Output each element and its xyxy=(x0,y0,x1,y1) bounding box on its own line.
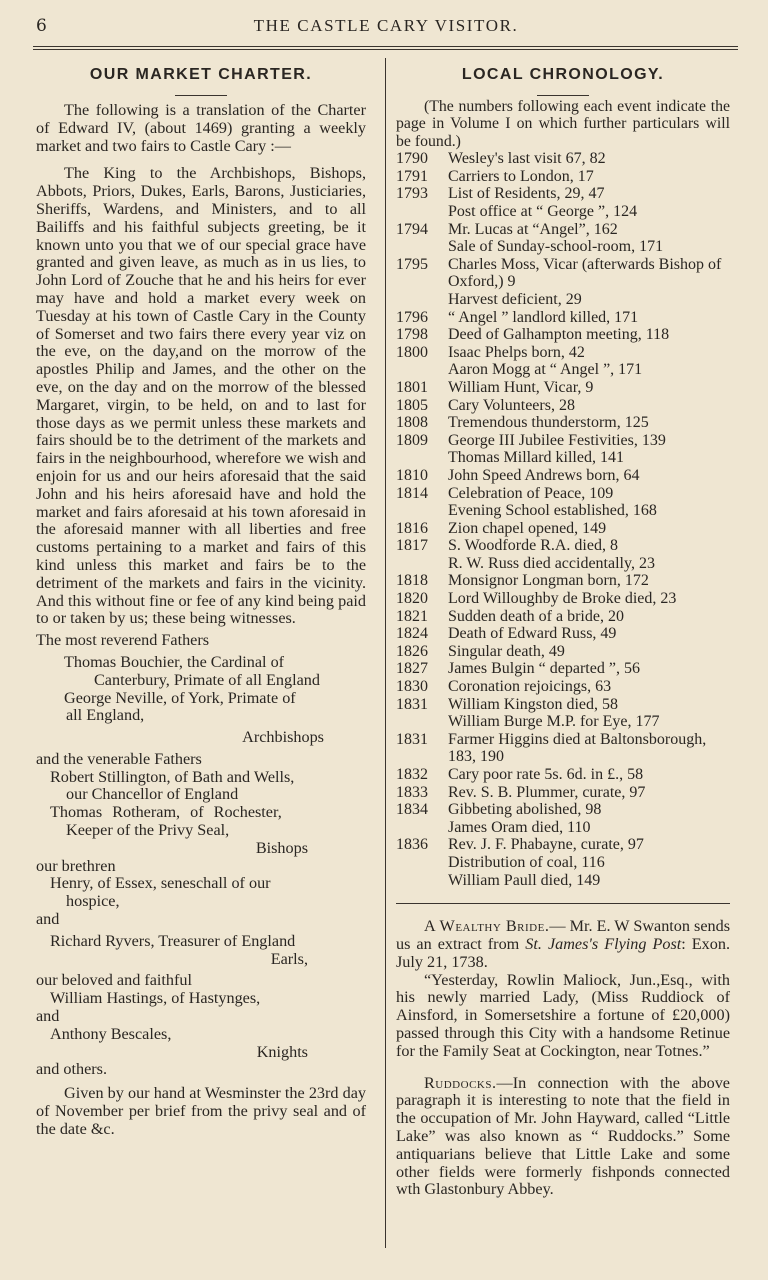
chronology-row xyxy=(396,238,730,256)
chronology-year: 1800 xyxy=(396,343,428,361)
chronology-row xyxy=(396,801,730,819)
chronology-year: 1795 xyxy=(396,255,428,273)
chronology-event: William Hunt, Vicar, 9 xyxy=(448,378,594,396)
chronology-row xyxy=(396,361,730,379)
chronology-event: Distribution of coal, 116 xyxy=(448,853,605,871)
witness-line: hospice, xyxy=(66,892,120,911)
chronology-year: 1801 xyxy=(396,378,428,396)
note-text: : Exon. July 21, 1738. xyxy=(396,934,730,971)
chronology-row xyxy=(396,784,730,802)
chronology-event: Coronation rejoicings, 63 xyxy=(448,678,612,696)
chronology-event: George III Jubilee Festivities, 139 xyxy=(448,431,666,449)
column-divider xyxy=(385,58,386,1248)
local-chronology-article xyxy=(396,62,730,1199)
chronology-row xyxy=(396,185,730,203)
page-number: 6 xyxy=(36,16,47,36)
chronology-year: 1824 xyxy=(396,625,428,643)
section-divider xyxy=(396,903,730,904)
chronology-event: Cary Volunteers, 28 xyxy=(448,396,575,414)
chronology-year: 1809 xyxy=(396,431,428,449)
witness-line: Anthony Bescales, xyxy=(50,1024,172,1043)
chronology-year: 1826 xyxy=(396,642,428,660)
witness-line: Robert Stillington, of Bath and Wells, xyxy=(50,767,295,786)
chronology-row xyxy=(396,291,730,309)
chronology-event: Lord Willoughby de Broke died, 23 xyxy=(448,590,677,608)
chronology-event: Sudden death of a bride, 20 xyxy=(448,607,624,625)
chronology-year: 1836 xyxy=(396,836,428,854)
chronology-row xyxy=(396,590,730,608)
chronology-event: Harvest deficient, 29 xyxy=(448,290,582,308)
chronology-year xyxy=(396,819,448,837)
chronology-row xyxy=(396,713,730,731)
witness-line: Thomas Rotheram, of Rochester, xyxy=(50,803,282,822)
chronology-year: 1834 xyxy=(396,801,428,819)
chronology-year: 1820 xyxy=(396,590,428,608)
chronology-row xyxy=(396,731,730,766)
chronology-year: 1793 xyxy=(396,185,428,203)
chronology-row xyxy=(396,256,730,291)
chronology-row xyxy=(396,150,730,168)
header-rule-double xyxy=(33,49,738,50)
chronology-event: William Burge M.P. for Eye, 177 xyxy=(448,713,660,731)
witness-closing: and others. xyxy=(36,1060,108,1079)
title-rule xyxy=(175,95,227,96)
chronology-row xyxy=(396,537,730,555)
conjunction: and xyxy=(36,1007,60,1026)
witness-group: our beloved and faithful xyxy=(36,971,192,990)
chronology-year xyxy=(396,361,448,379)
chronology-year: 1791 xyxy=(396,167,428,185)
chronology-year: 1790 xyxy=(396,150,428,168)
chronology-row xyxy=(396,168,730,186)
chronology-row xyxy=(396,309,730,327)
chronology-row xyxy=(396,432,730,450)
chronology-year: 1821 xyxy=(396,607,428,625)
chronology-event: Tremendous thunderstorm, 125 xyxy=(448,414,649,432)
market-charter-article xyxy=(36,62,366,1139)
chronology-event: Cary poor rate 5s. 6d. in £., 58 xyxy=(448,766,644,783)
chronology-row xyxy=(396,872,730,890)
chronology-event: Mr. Lucas at “Angel”, 162 xyxy=(448,220,618,238)
chronology-year: 1831 xyxy=(396,730,428,748)
witness-line: Henry, of Essex, seneschall of our xyxy=(50,874,271,893)
chronology-event: James Oram died, 110 xyxy=(448,818,591,836)
chronology-row xyxy=(396,414,730,432)
note-heading: Ruddocks. xyxy=(424,1073,497,1092)
witness-line: Keeper of the Privy Seal, xyxy=(66,821,230,840)
chronology-year xyxy=(396,449,448,467)
chronology-row xyxy=(396,643,730,661)
witness-line: all England, xyxy=(66,706,145,725)
chronology-event: Thomas Millard killed, 141 xyxy=(448,449,624,467)
chronology-row xyxy=(396,467,730,485)
closing-paragraph: Given by our hand at Wesminster the 23rd day of November per brief from the privy seal and of the date &c. xyxy=(36,1084,366,1138)
chronology-row xyxy=(396,572,730,590)
chronology-row xyxy=(396,221,730,239)
chronology-event: “ Angel ” landlord killed, 171 xyxy=(448,308,639,326)
chronology-event: Sale of Sunday-school-room, 171 xyxy=(448,238,664,256)
chronology-event: Celebration of Peace, 109 xyxy=(448,484,614,502)
chronology-row xyxy=(396,449,730,467)
conjunction: and xyxy=(36,910,60,929)
chronology-year: 1827 xyxy=(396,660,428,678)
chronology-row xyxy=(396,766,730,784)
chronology-event: List of Residents, 29, 47 xyxy=(448,185,605,203)
chronology-year xyxy=(396,238,448,256)
page-header xyxy=(36,16,736,42)
witness-group: and the venerable Fathers xyxy=(36,749,202,768)
witness-rank: Knights xyxy=(256,1042,308,1061)
chronology-event: Post office at “ George ”, 124 xyxy=(448,203,638,220)
chronology-row xyxy=(396,379,730,397)
chronology-event: Zion chapel opened, 149 xyxy=(448,519,607,537)
wealthy-bride-note xyxy=(396,918,730,971)
chronology-row xyxy=(396,608,730,626)
chronology-event: Farmer Higgins died at Baltonsborough, 183, 190 xyxy=(448,730,707,766)
chronology-row xyxy=(396,502,730,520)
chronology-year: 1808 xyxy=(396,414,428,432)
chronology-year: 1796 xyxy=(396,308,428,326)
chronology-year: 1831 xyxy=(396,695,428,713)
chronology-event: James Bulgin “ departed ”, 56 xyxy=(448,660,640,678)
chronology-year: 1810 xyxy=(396,466,428,484)
chronology-row xyxy=(396,696,730,714)
witness-rank: Earls, xyxy=(270,949,308,968)
chronology-table xyxy=(396,150,730,889)
note-text: —In connection with the above paragraph it is interesting to note that the field in the occupation of Mr. John Hayward, called “Little Lake” was also known as “ Ruddocks.” Some antiquarians believe that Little Lake and some other fields were formerly fishponds connected wth Glastonbury Abbey. xyxy=(396,1073,730,1199)
witness-line: Thomas Bouchier, the Cardinal of xyxy=(64,652,285,671)
chronology-event: William Kingston died, 58 xyxy=(448,695,619,713)
chronology-year: 1794 xyxy=(396,220,428,238)
witness-line: George Neville, of York, Primate of xyxy=(64,688,296,707)
chronology-event: Singular death, 49 xyxy=(448,642,565,660)
witness-line: William Hastings, of Hastynges, xyxy=(50,989,261,1008)
article-title: LOCAL CHRONOLOGY. xyxy=(461,66,665,83)
witness-line: Canterbury, Primate of all England xyxy=(94,670,320,689)
chronology-year xyxy=(396,502,448,520)
chronology-year: 1833 xyxy=(396,783,428,801)
chronology-row xyxy=(396,397,730,415)
witness-rank: Bishops xyxy=(255,838,308,857)
chronology-year: 1818 xyxy=(396,572,428,590)
chronology-event: Monsignor Longman born, 172 xyxy=(448,572,649,590)
article-title: OUR MARKET CHARTER. xyxy=(89,66,313,83)
note-heading: A Wealthy Bride. xyxy=(424,917,550,936)
chronology-row xyxy=(396,520,730,538)
charter-body: The King to the Archbishops, Bishops, Abbots, Priors, Dukes, Earls, Barons, Justiciaries, Sheriffs, Wardens, and Ministers, and to all Bailiffs and his faithful subjects greeting, be it known unto you that we of our special grace have granted and given leave, as much as in us lies, to John Lord of Zouche that he and his heirs for ever may have and hold a market every week on Tuesday at his town of Castle Cary in the County of Somerset and two fairs there every year viz on the eve, on the day,and on the morrow of the apostles Philip and James, and the other on the eve, on the day and on the morrow of the blessed Margaret, virgin, to be held, on and to last for those days as we permit unless these markets and fairs should be to the detriment of the markets and fairs in the neighbourhood, wherefore we wish and enjoin for us and our heirs aforesaid that the said John and his heirs aforesaid have and hold the market and fairs aforesaid at his town aforesaid in the aforesaid manner with all liberties and free customs pertaining to a market and fairs of this kind unless this market and fairs be to the detriment of the markets and fairs in the vicinity. And this without fine or fee of any kind being paid to or taken by us; these being witnesses. xyxy=(36,164,366,628)
title-rule xyxy=(537,95,589,96)
bride-quote: “Yesterday, Rowlin Maliock, Jun.,Esq., with his newly married Lady, (Miss Ruddiock of Ainsford, in Somersetshire a fortune of £20,000) passed through this City with a handsome Retinue for the Family Seat at Cockington, near Totnes.” xyxy=(396,970,730,1060)
chronology-year: 1832 xyxy=(396,766,428,783)
chronology-row xyxy=(396,625,730,643)
chronology-row xyxy=(396,485,730,503)
chronology-year: 1816 xyxy=(396,519,428,537)
chronology-intro: (The numbers following each event indicate the page in Volume I on which further particulars will be found.) xyxy=(396,98,730,150)
chronology-row xyxy=(396,555,730,573)
chronology-year: 1805 xyxy=(396,396,428,414)
chronology-event: Death of Edward Russ, 49 xyxy=(448,625,617,643)
chronology-year xyxy=(396,203,448,221)
witnesses-intro: The most reverend Fathers xyxy=(36,631,210,650)
chronology-year: 1798 xyxy=(396,326,428,344)
chronology-event: Wesley's last visit 67, 82 xyxy=(448,150,606,168)
witness-line: our Chancellor of England xyxy=(66,785,239,804)
header-rule xyxy=(33,46,738,47)
chronology-event: Deed of Galhampton meeting, 118 xyxy=(448,326,670,344)
chronology-year: 1830 xyxy=(396,678,428,696)
chronology-row xyxy=(396,203,730,221)
chronology-row xyxy=(396,854,730,872)
running-title: THE CASTLE CARY VISITOR. xyxy=(253,16,519,35)
chronology-year xyxy=(396,854,448,872)
chronology-row xyxy=(396,678,730,696)
chronology-event: Rev. S. B. Plummer, curate, 97 xyxy=(448,783,646,801)
note-source: St. James's Flying Post xyxy=(525,934,682,953)
chronology-row xyxy=(396,819,730,837)
chronology-year xyxy=(396,713,448,731)
witness-rank: Archbishops xyxy=(242,728,324,747)
chronology-event: Isaac Phelps born, 42 xyxy=(448,343,585,361)
chronology-event: Gibbeting abolished, 98 xyxy=(448,801,602,819)
note-text: — Mr. E. W Swanton sends us an extract from xyxy=(396,917,730,953)
chronology-row xyxy=(396,344,730,362)
ruddocks-note xyxy=(396,1075,730,1200)
chronology-row xyxy=(396,836,730,854)
chronology-year xyxy=(396,872,448,890)
chronology-event: Rev. J. F. Phabayne, curate, 97 xyxy=(448,836,644,854)
chronology-event: Aaron Mogg at “ Angel ”, 171 xyxy=(448,361,643,379)
chronology-row xyxy=(396,326,730,344)
chronology-year: 1814 xyxy=(396,484,428,502)
chronology-event: Charles Moss, Vicar (afterwards Bishop of Oxford,) 9 xyxy=(448,255,722,291)
chronology-year xyxy=(396,555,448,573)
witness-line: Richard Ryvers, Treasurer of England xyxy=(50,931,296,950)
chronology-year: 1817 xyxy=(396,537,428,555)
chronology-event: Evening School established, 168 xyxy=(448,502,657,520)
chronology-event: Carriers to London, 17 xyxy=(448,167,594,185)
witness-group: our brethren xyxy=(36,856,116,875)
chronology-year xyxy=(396,291,448,309)
chronology-event: John Speed Andrews born, 64 xyxy=(448,466,640,484)
chronology-row xyxy=(396,660,730,678)
chronology-event: S. Woodforde R.A. died, 8 xyxy=(448,537,618,555)
chronology-event: R. W. Russ died accidentally, 23 xyxy=(448,554,655,572)
chronology-event: William Paull died, 149 xyxy=(448,871,601,889)
intro-paragraph: The following is a translation of the Charter of Edward IV, (about 1469) granting a weekly market and two fairs to Castle Cary :— xyxy=(36,101,366,155)
